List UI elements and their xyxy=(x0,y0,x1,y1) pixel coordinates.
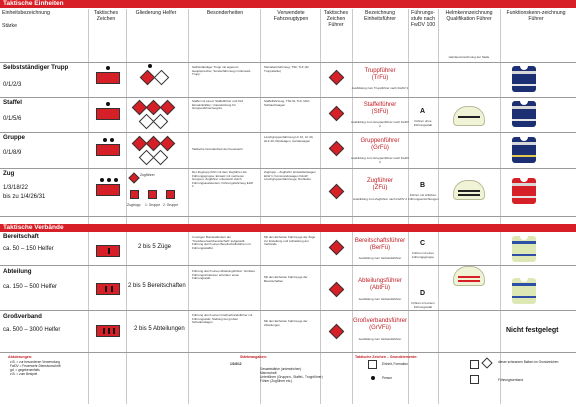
fahrzeug-trupp: Kleinalarmfahrzeug, TSF, TLF (für Truppstärke) xyxy=(264,65,310,73)
fuehrungsstufe-a-note: Führen ohne Führungsstab xyxy=(413,119,433,127)
besonderheit-trupp: Selbstständiger Trupp mit eigenem Hauptsprecher; Sonderfahrzeug mit Einsatz-Trupp. xyxy=(192,65,252,77)
verband-name-grossverband: Großverband xyxy=(3,313,42,320)
vest-bereitschaft-icon xyxy=(512,236,536,262)
row-staerke-zug-2: bis zu 1/4/26/31 xyxy=(3,194,46,200)
fahrzeug-abteilung: Mit den Einheiten Fahrzeuge der Bereitschaften xyxy=(264,275,308,283)
fuehrer-symbol-grossverband xyxy=(329,324,345,340)
fuehrer-sub-zug: Ausbildung zum Zugführer nach FwDV 2 xyxy=(352,197,408,201)
fuehrungsstufe-d: D xyxy=(420,290,426,297)
legend-zeichen-line-0: Einheit, Formation xyxy=(382,362,408,366)
header-helmkennzeichnung: Helmkennzeichnung Qualifikation Führer xyxy=(445,10,493,22)
legend-weiss-label: dieser schwarzen Balken im Grundzeichen xyxy=(498,360,559,364)
row-staerke-staffel: 0/1/5/6 xyxy=(3,116,22,122)
fuehrer-abteilung: Abteilungsführer xyxy=(358,278,402,284)
verband-helfer-abteilung: ca. 150 – 500 Helfer xyxy=(3,284,58,290)
header-taktisches-zeichen-fuehrer: Taktisches Zeichen Führer xyxy=(323,10,349,28)
gliederung-grossverband: 2 bis 5 Abteilungen xyxy=(134,326,185,332)
legend-staerke-line-3: Führer (Zugführer etc.) xyxy=(260,379,293,383)
header-bezeichnung-fuehrer: Bezeichnung Einheitsführer xyxy=(363,10,396,22)
section-title-taktische-einheiten: Taktische Einheiten xyxy=(0,0,576,8)
fuehrungsstufe-b-note: Führen mit örtlichen Führungseinrichtungen xyxy=(408,193,439,201)
gliederung-zug-icons xyxy=(126,170,188,216)
fuehrer-staffel: Staffelführer xyxy=(363,102,397,108)
fuehrer-symbol-gruppe xyxy=(329,141,345,157)
row-name-zug: Zug xyxy=(3,170,15,177)
zug-label-zugtrupp: Zugtrupp xyxy=(127,203,141,207)
fuehrer-sub-abteilung: Ausbildung zum Verbandsführer xyxy=(358,297,402,301)
funktion-grossverband: Nicht festgelegt xyxy=(506,327,559,334)
header-fuehrungsstufe: Führungs-stufe nach FwDV 100 xyxy=(410,10,436,28)
legend-weiss-diamond-icon xyxy=(481,357,492,368)
verband-helfer-grossverband: ca. 500 – 3000 Helfer xyxy=(3,327,61,333)
helmet-a-icon xyxy=(453,106,485,126)
legend-weiss-icon xyxy=(470,360,479,369)
row-staerke-gruppe: 0/1/8/9 xyxy=(3,150,22,156)
tactical-symbol-gruppe xyxy=(96,144,120,156)
fuehrer-symbol-zug xyxy=(329,184,345,200)
fahrzeug-zug: Zugtrupp – ZugFahrt; Einsatzleitwagen ELW 1; Kommandowagen KdoW; Löschgruppenfahrzeuge; Drehleiter xyxy=(264,170,316,182)
fuehrer-abbr-abteilung: (AbtFü) xyxy=(369,285,390,291)
besonderheit-staffel: Staffel mit einem Staffelführer und fünf Einsatzkräften; Unterstützung für Gruppenführerzeugnis. xyxy=(192,99,244,111)
row-name-trupp: Selbstständiger Trupp xyxy=(3,64,69,71)
legend-zeichen-title: Taktische Zeichen – Grundelemente: xyxy=(355,355,418,359)
legend-staerke-line-2: Unterführer (Gruppen-, Staffel-, Truppführer) xyxy=(260,375,323,379)
fuehrer-sub-trupp: Ausbildung zum Truppführer nach FwDV 2 xyxy=(351,86,409,90)
fuehrungsstufe-a: A xyxy=(420,108,426,115)
header-gliederung-helfer: Gliederung Helfer xyxy=(135,10,177,16)
header-funktionskennzeichnung: Funktionskenn-zeichnung Führer xyxy=(506,10,566,22)
fuehrer-symbol-bereitschaft xyxy=(329,240,345,256)
fuehrer-trupp: Truppführer xyxy=(364,68,396,74)
fuehrer-sub-grossverband: Ausbildung zum Verbandsführer xyxy=(358,337,402,341)
legend-abk-line-2: gd. = gegebenenfalls xyxy=(10,368,40,372)
verband-name-bereitschaft: Bereitschaft xyxy=(3,233,39,240)
fuehrer-sub-gruppe: Ausbildung zum Gruppenführer nach FwDV 2 xyxy=(350,156,410,164)
legend-zeichen-line-1: Person xyxy=(382,376,393,380)
legend-staerke-line-0: Gesamtstärke (unterstrichen) xyxy=(260,367,302,371)
gliederung-gruppe-icons xyxy=(132,136,182,166)
legend-abk-line-3: z.B. = zum Beispiel xyxy=(10,372,38,376)
header-staerke: Stärke xyxy=(2,23,17,29)
fahrzeug-grossverband: Mit den Einheiten Fahrzeuge der Abteilungen xyxy=(264,319,308,327)
header-taktisches-zeichen: Taktisches Zeichen xyxy=(93,10,119,22)
vest-staffel-icon xyxy=(512,101,536,127)
besonderheit-zug: Der Zugtrupp führt mit dem Zugführer die Führungsgruppe; Einsatz mit mehreren Gruppen; Zugführer unterstützt durch Führungsassistenten; Führungsfahrzeug ELW 1. xyxy=(192,170,253,189)
tactical-symbol-bereitschaft xyxy=(96,245,120,257)
legend-staerke-title: Stärkeangaben: xyxy=(240,355,267,359)
fuehrer-gruppe: Gruppenführer xyxy=(360,138,400,144)
fahrzeug-gruppe: Löschgruppenfahrzeug LF 10, LF 20, HLF 20; Rüstwagen, Gerätewagen xyxy=(264,135,314,143)
header-besonderheiten: Besonderheiten xyxy=(206,10,244,16)
fahrzeug-staffel: Staffelfahrzeug, TSF-W, TLF, MLF; Schlauchwagen xyxy=(264,99,311,107)
helm-note: Helmkennzeichnung der Stelle xyxy=(448,55,490,59)
legend-person-icon xyxy=(371,376,375,380)
fuehrer-symbol-abteilung xyxy=(329,282,345,298)
besonderheit-gruppe: Taktische Grundeinheit der Feuerwehr xyxy=(192,147,243,151)
vest-trupp-icon xyxy=(512,66,536,92)
legend-abk-line-1: FwDV = Feuerwehr-Dienstvorschrift xyxy=(10,364,61,368)
fuehrungsstufe-c-note: Führen mit einer Führungsgruppe xyxy=(411,251,434,259)
helmet-c-icon xyxy=(453,266,485,286)
legend-abk-line-0: z.B. = zur besonderen Verwendung xyxy=(10,360,60,364)
tactical-symbol-abteilung xyxy=(96,283,120,295)
tactical-symbol-zug xyxy=(96,184,120,196)
header-fahrzeugtypen: Verwendete Fahrzeugtypen xyxy=(273,10,309,22)
vest-zug-icon xyxy=(512,178,536,204)
besonderheit-abteilung: Führung durch einen Abteilungsführer; Größere Führungsstrukturen erfordern einen Führungsstab. xyxy=(192,269,256,281)
legend-fuehrung-label: Führungsverband xyxy=(498,378,523,382)
gliederung-staffel-icons xyxy=(132,100,182,130)
gliederung-trupp-icons xyxy=(140,64,174,86)
tactical-symbol-trupp xyxy=(96,72,120,84)
tactical-symbol-staffel xyxy=(96,108,120,120)
fuehrer-abbr-staffel: (StFü) xyxy=(371,109,389,115)
fuehrer-abbr-zug: (ZFü) xyxy=(372,185,388,191)
row-staerke-zug-1: 1/3/18/22 xyxy=(3,185,29,191)
gliederung-abteilung: 2 bis 5 Bereitschaften xyxy=(128,283,186,289)
helmet-b-icon xyxy=(453,180,485,200)
fuehrungsstufe-c: C xyxy=(420,240,426,247)
besonderheit-bereitschaft: In einigen Bundesländern als "Kreisfeuerwehrbereitschaft" aufgestellt. Führung durch einen Bereitschaftsführer mit Führungsstaffel. xyxy=(192,235,251,250)
fuehrungsstufe-d-note: Führen mit einem Führungsstab xyxy=(411,301,435,309)
fuehrungsstufe-b: B xyxy=(420,182,426,189)
gliederung-bereitschaft: 2 bis 5 Züge xyxy=(138,244,172,250)
fuehrer-symbol-trupp xyxy=(329,70,345,86)
row-name-staffel: Staffel xyxy=(3,99,22,106)
fuehrer-grossverband: Großverbandsführer xyxy=(352,318,408,324)
fuehrer-bereitschaft: Bereitschaftsführer xyxy=(354,238,406,244)
fuehrer-zug: Zugführer xyxy=(366,178,393,184)
fuehrer-sub-staffel: Ausbildung zum Gruppenführer nach FwDV 2 xyxy=(350,120,410,128)
fuehrer-abbr-trupp: (TrFü) xyxy=(371,75,389,81)
row-staerke-trupp: 0/1/2/3 xyxy=(3,82,22,88)
verband-helfer-bereitschaft: ca. 50 – 150 Helfer xyxy=(3,246,54,252)
fuehrer-abbr-gruppe: (GrFü) xyxy=(371,145,389,151)
header-einheitsbezeichnung: Einheitsbezeichnung xyxy=(2,10,50,16)
fuehrer-abbr-bereitschaft: (BerFü) xyxy=(369,245,391,251)
fuehrer-symbol-staffel xyxy=(329,106,345,122)
fahrzeug-bereitschaft: Mit den Einheiten Fahrzeuge der Züge zur Erstellung und Aufstellung der Verbände xyxy=(264,235,316,247)
zug-label-gruppe2: 2. Gruppe xyxy=(163,203,179,207)
tactical-symbol-grossverband xyxy=(96,325,120,337)
zug-label-gruppe1: 1. Gruppe xyxy=(145,203,161,207)
legend-abk-title: Abkürzungen: xyxy=(8,355,33,359)
fuehrer-sub-bereitschaft: Ausbildung zum Verbandsführer xyxy=(358,256,402,260)
row-name-gruppe: Gruppe xyxy=(3,134,26,141)
vest-abteilung-icon xyxy=(512,278,536,304)
legend-staerke-example: 1/1/6/12 xyxy=(230,362,242,366)
besonderheit-grossverband: Führung durch einen Großverbandsführer mit Führungsstab; Stellung bei großen Schadenslagen. xyxy=(192,313,253,325)
section-title-taktische-verbaende: Taktische Verbände xyxy=(0,224,576,232)
vest-gruppe-icon xyxy=(512,137,536,163)
verband-name-abteilung: Abteilung xyxy=(3,268,32,275)
fuehrer-abbr-grossverband: (GrVFü) xyxy=(369,325,391,331)
legend-staerke-line-1: Mannschaft xyxy=(260,371,277,375)
legend-fuehrung-icon xyxy=(470,375,479,384)
zug-label-zugfuehrer: Zugführer xyxy=(140,173,155,177)
legend-einheit-icon xyxy=(368,360,377,369)
